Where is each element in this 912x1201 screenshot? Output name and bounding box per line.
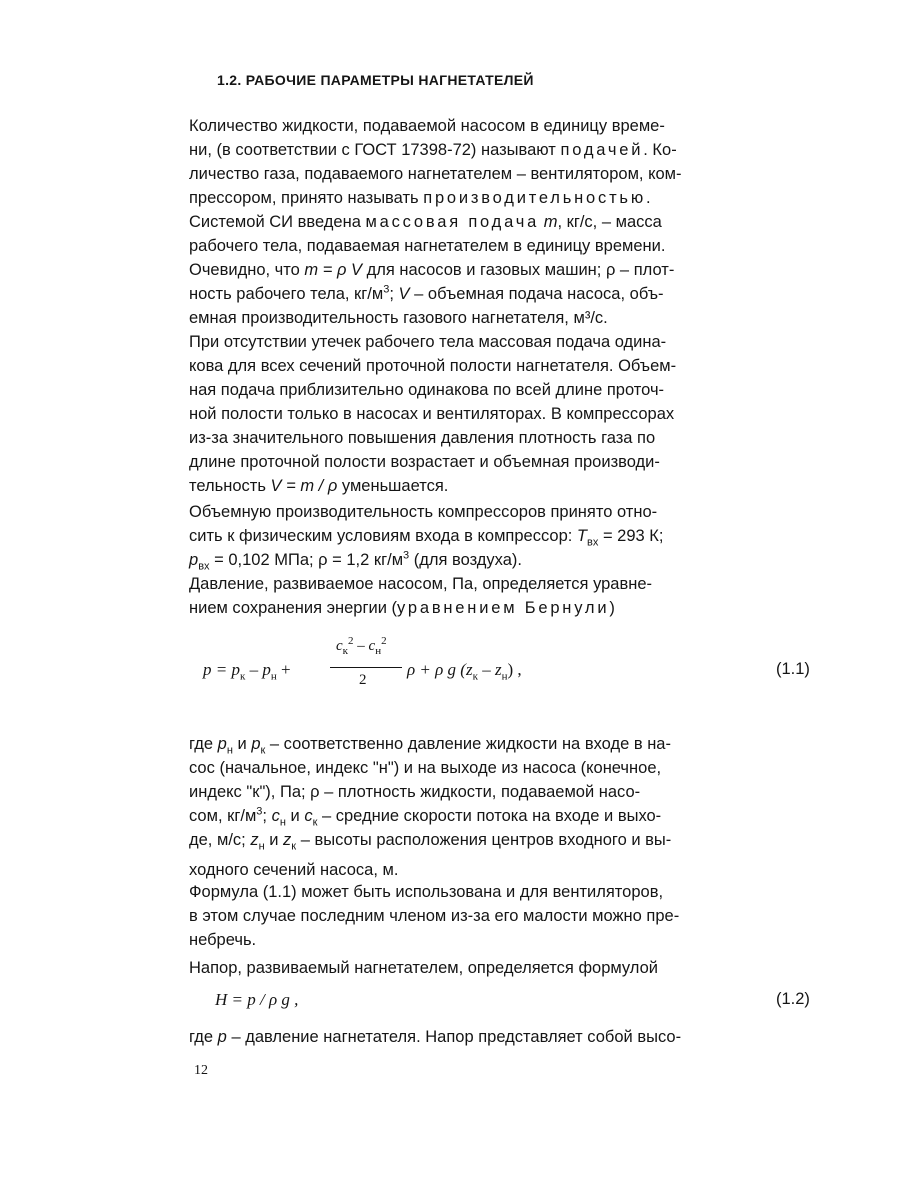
text-line: ни, (в соответствии с ГОСТ 17398-72) называют подачей. Ко-	[189, 141, 677, 159]
term-mass-flow: массовая подача	[365, 213, 540, 231]
text-line: емная производительность газового нагнетателя, м³/с.	[189, 309, 608, 327]
text-line: индекс "к"), Па; ρ – плотность жидкости, подаваемой насо-	[189, 783, 641, 801]
text-line: в этом случае последним членом из-за его малости можно пре-	[189, 907, 680, 925]
paragraph-flow-definition	[189, 114, 821, 210]
text-line: из-за значительного повышения давления плотность газа по	[189, 429, 656, 447]
text-line: прессором, принято называть производительностью.	[189, 189, 651, 207]
page-number: 12	[194, 1063, 208, 1078]
paragraph-where-legend	[189, 732, 821, 882]
fraction-bar	[330, 667, 402, 668]
text-line: Системой СИ введена массовая подача m, кг/с, – масса	[189, 213, 662, 231]
text-line: нием сохранения энергии (уравнением Бернули)	[189, 599, 615, 617]
paragraph-fans-note	[189, 880, 821, 952]
text-line: Объемную производительность компрессоров принято отно-	[189, 503, 658, 521]
equation-number: (1.1)	[776, 660, 810, 678]
fraction-denominator: 2	[359, 672, 367, 688]
inline-formula: V = m / ρ	[270, 477, 338, 495]
text-line: Формула (1.1) может быть использована и для вентиляторов,	[189, 883, 664, 901]
paragraph-head	[189, 956, 821, 980]
text-line: ходного сечений насоса, м.	[189, 861, 399, 879]
paragraph-inlet-conditions	[189, 500, 821, 572]
equation-formula: H = p / ρ g ,	[215, 990, 299, 1009]
text-line: $p_{вх} = 0,102$ МПа; ρ = 1,2 $кг/м^3$ (для воздуха).	[189, 549, 522, 573]
text-line: Давление, развиваемое насосом, Па, определяется уравне-	[189, 575, 653, 593]
text-line: де, м/с; $z_н$ и $z_к$ – высоты расположения центров входного и вы-	[189, 831, 672, 853]
text-line: небречь.	[189, 931, 257, 949]
text-line: тельность V = m / ρ уменьшается.	[189, 477, 449, 495]
text-line: сос (начальное, индекс "н") и на выходе из насоса (конечное,	[189, 759, 662, 777]
term-capacity: производительностью	[423, 189, 647, 207]
fraction-numerator: $c_к^2 - c_н^2$	[336, 635, 387, 657]
document-page: 1.2. РАБОЧИЕ ПАРАМЕТРЫ НАГНЕТАТЕЛЕЙ Количество жидкости, подаваемой насосом в единицу време- ни, (в соответствии с ГОСТ 17398-72) называют подачей. Ко- личество газа, подаваемого нагнетателем – вентилятором, ком- прессором, принято называть производительностью. Системой СИ введена массовая подача m, кг/с, – масса рабочего тела, подаваемая нагнетателем в единицу времени. Очевидно, что m = ρ V для насосов и газовых машин; ρ – плот- ность рабочего тела, $кг/м^3$; V – объемная подача насоса, объ- емная производительность газового нагнетателя, м³/с. При отсутствии утечек рабочего тела массовая подача одина- кова для всех сечений проточной полости нагнетателя. Объем- ная подача приблизительно одинакова по всей длине проточ- ной полости только в насосах и вентиляторах. В компрессорах из-за значительного повышения давления плотность газа по длине проточной полости возрастает и объемная производи- тельность V = m / ρ уменьшается. Объемную производительность компрессоров принято отно- сить к физическим условиям входа в компрессор: $T_{вх} = 293$ К; $p_{вх} = 0,102$ МПа; ρ = 1,2 $кг/м^3$ (для воздуха). Давление, развиваемое насосом, Па, определяется уравне- нием сохранения энергии (уравнением Бернули) $p = p_к - p_н$ + $c_к^2 - c_н^2$ 2 ρ + ρ g $(z_к - z_н)$ , (1.1) где $p_н$ и $p_к$ – соответственно давление жидкости на входе в на- сос (начальное, индекс "н") и на выходе из насоса (конечное, индекс "к"), Па; ρ – плотность жидкости, подаваемой насо- сом, $кг/м^3$; $c_н$ и $c_к$ – средние скорости потока на входе и выхо- де, м/с; $z_н$ и $z_к$ – высоты расположения центров входного и вы- ходного сечений насоса, м. Формула (1.1) может быть использована и для вентиляторов, в этом случае последним членом из-за его малости можно пре- небречь. Напор, развиваемый нагнетателем, определяется формулой H = p / ρ g , (1.2) где p – давление нагнетателя. Напор представляет собой высо- 12	[0, 0, 912, 1201]
term-bernoulli: уравнением Бернули	[397, 599, 610, 617]
text-line: ность рабочего тела, $кг/м^3$; V – объемная подача насоса, объ-	[189, 283, 664, 303]
term-flow: подачей	[560, 141, 644, 159]
text-line: личество газа, подаваемого нагнетателем – вентилятором, ком-	[189, 165, 682, 183]
text-line: длине проточной полости возрастает и объемная производи-	[189, 453, 660, 471]
text-line: ная подача приблизительно одинакова по всей длине проточ-	[189, 381, 665, 399]
text-line: Очевидно, что m = ρ V для насосов и газовых машин; ρ – плот-	[189, 261, 675, 279]
text-line: При отсутствии утечек рабочего тела массовая подача одина-	[189, 333, 667, 351]
equation-number: (1.2)	[776, 990, 810, 1008]
text-line: Напор, развиваемый нагнетателем, определяется формулой	[189, 959, 658, 977]
text-line: сом, $кг/м^3$; $c_н$ и $c_к$ – средние скорости потока на входе и выхо-	[189, 805, 662, 829]
text-line: где $p_н$ и $p_к$ – соответственно давление жидкости на входе в на-	[189, 735, 671, 757]
text-line: ной полости только в насосах и вентиляторах. В компрессорах	[189, 405, 675, 423]
text-line: кова для всех сечений проточной полости нагнетателя. Объем-	[189, 357, 677, 375]
paragraph-mass-flow	[189, 210, 821, 330]
paragraph-leakage	[189, 330, 821, 498]
paragraph-head-definition	[189, 1025, 821, 1049]
text-line: сить к физическим условиям входа в компрессор: $T_{вх} = 293$ К;	[189, 527, 664, 549]
section-heading: 1.2. РАБОЧИЕ ПАРАМЕТРЫ НАГНЕТАТЕЛЕЙ	[217, 72, 534, 88]
text-line: где p – давление нагнетателя. Напор представляет собой высо-	[189, 1028, 682, 1046]
text-line: Количество жидкости, подаваемой насосом в единицу време-	[189, 117, 665, 135]
paragraph-pressure	[189, 572, 821, 620]
text-line: рабочего тела, подаваемая нагнетателем в единицу времени.	[189, 237, 666, 255]
inline-formula: m = ρ V	[304, 261, 363, 279]
